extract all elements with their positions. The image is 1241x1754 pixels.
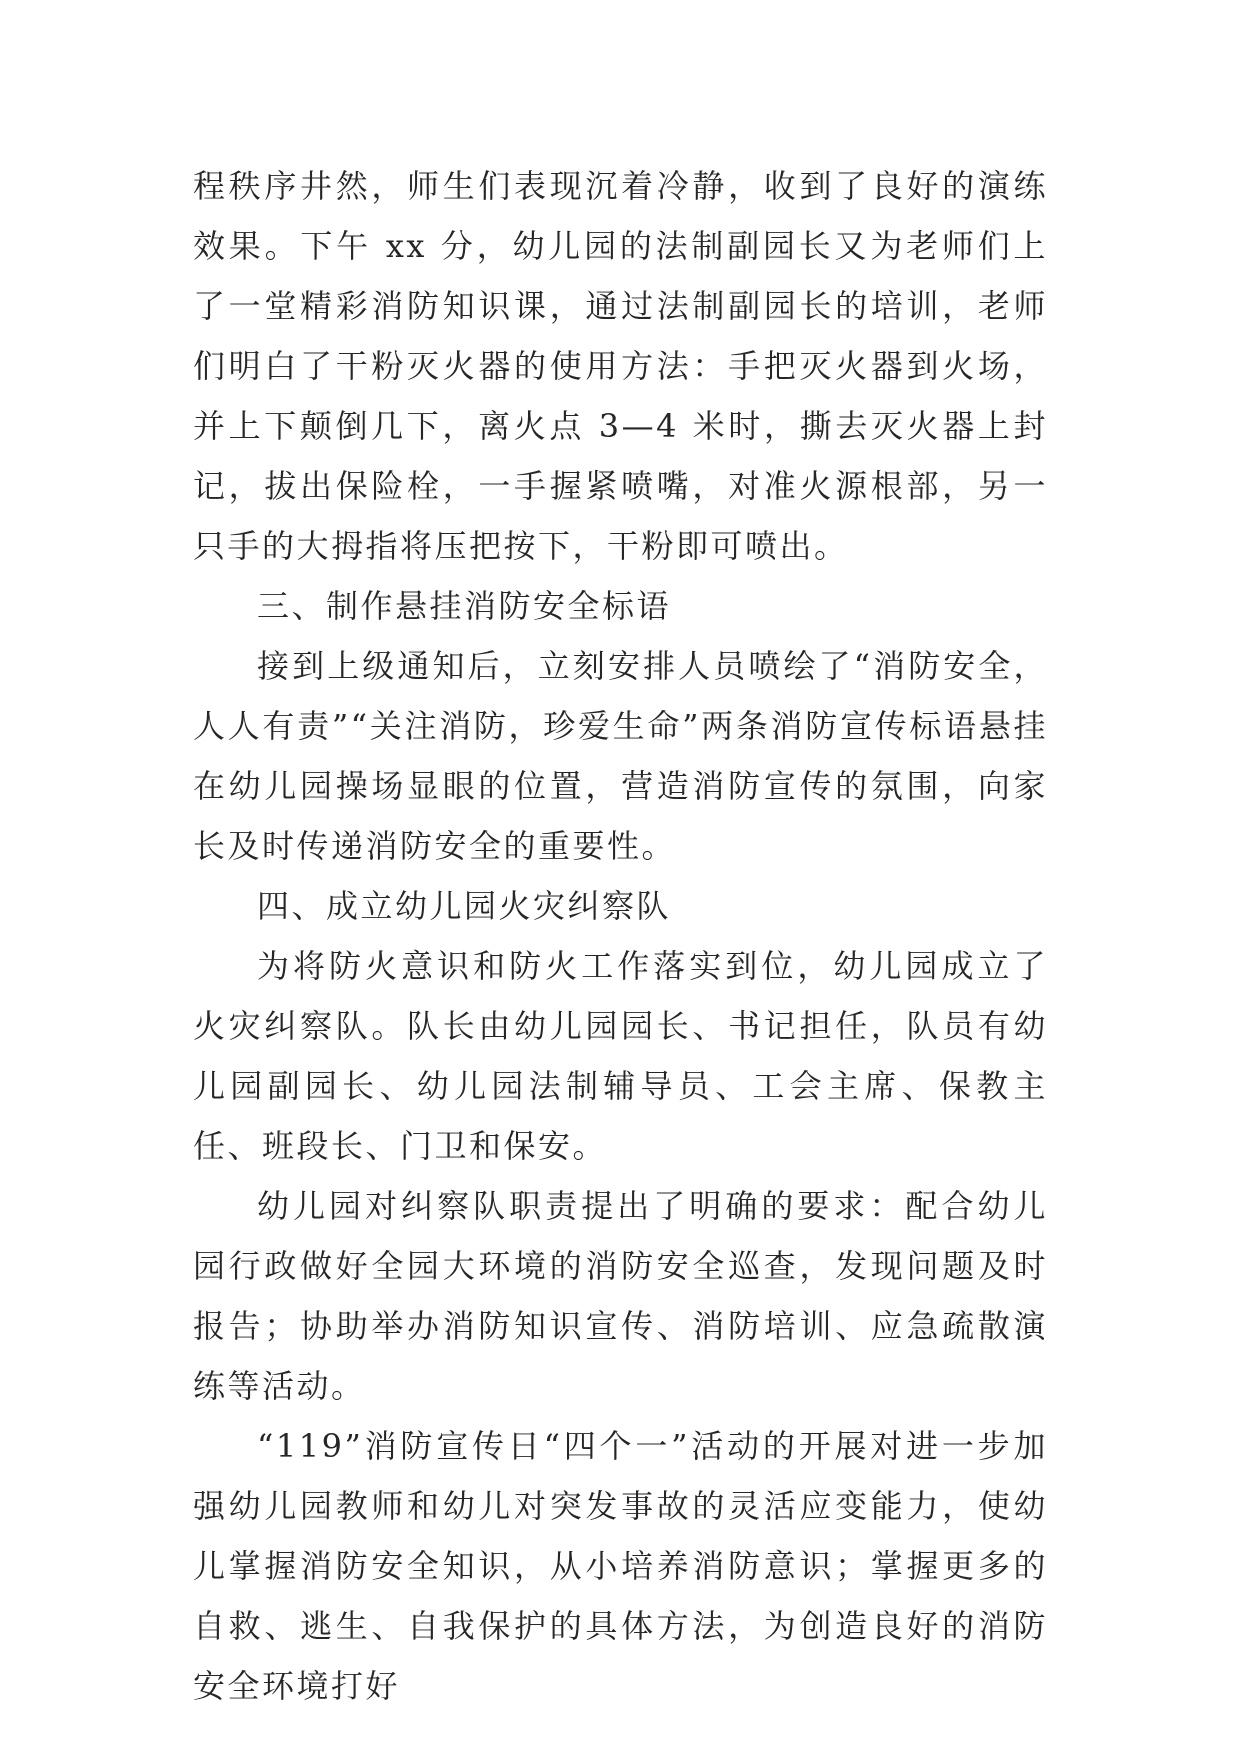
paragraph-slogans: 接到上级通知后，立刻安排人员喷绘了“消防安全，人人有责”“关注消防，珍爱生命”两条消防宣传标语悬挂在幼儿园操场显眼的位置，营造消防宣传的氛围，向家长及时传递消防安全的重要性。 [193,647,1048,865]
document-body [193,156,1048,1716]
paragraph-fire-patrol-duties: 幼儿园对纠察队职责提出了明确的要求：配合幼儿园行政做好全园大环境的消防安全巡查，发现问题及时报告；协助举办消防知识宣传、消防培训、应急疏散演练等活动。 [193,1187,1048,1405]
section-heading-fire-patrol: 四、成立幼儿园火灾纠察队 [257,887,672,925]
paragraph-fire-patrol-members: 为将防火意识和防火工作落实到位，幼儿园成立了火灾纠察队。队长由幼儿园园长、书记担任，队员有幼儿园副园长、幼儿园法制辅导员、工会主席、保教主任、班段长、门卫和保安。 [193,947,1048,1165]
paragraph-summary: “119”消防宣传日“四个一”活动的开展对进一步加强幼儿园教师和幼儿对突发事故的灵活应变能力，使幼儿掌握消防安全知识，从小培养消防意识；掌握更多的自救、逃生、自我保护的具体方法，为创造良好的消防安全环境打好 [193,1427,1048,1705]
section-heading-slogans: 三、制作悬挂消防安全标语 [257,587,672,625]
paragraph-drill-and-extinguisher: 程秩序井然，师生们表现沉着冷静，收到了良好的演练效果。下午 xx 分，幼儿园的法制副园长又为老师们上了一堂精彩消防知识课，通过法制副园长的培训，老师们明白了干粉灭火器的使用方法：手把灭火器到火场，并上下颠倒几下，离火点 3—4 米时，撕去灭火器上封记，拔出保险栓，一手握紧喷嘴，对准火源根部，另一只手的大拇指将压把按下，干粉即可喷出。 [193,167,1048,565]
